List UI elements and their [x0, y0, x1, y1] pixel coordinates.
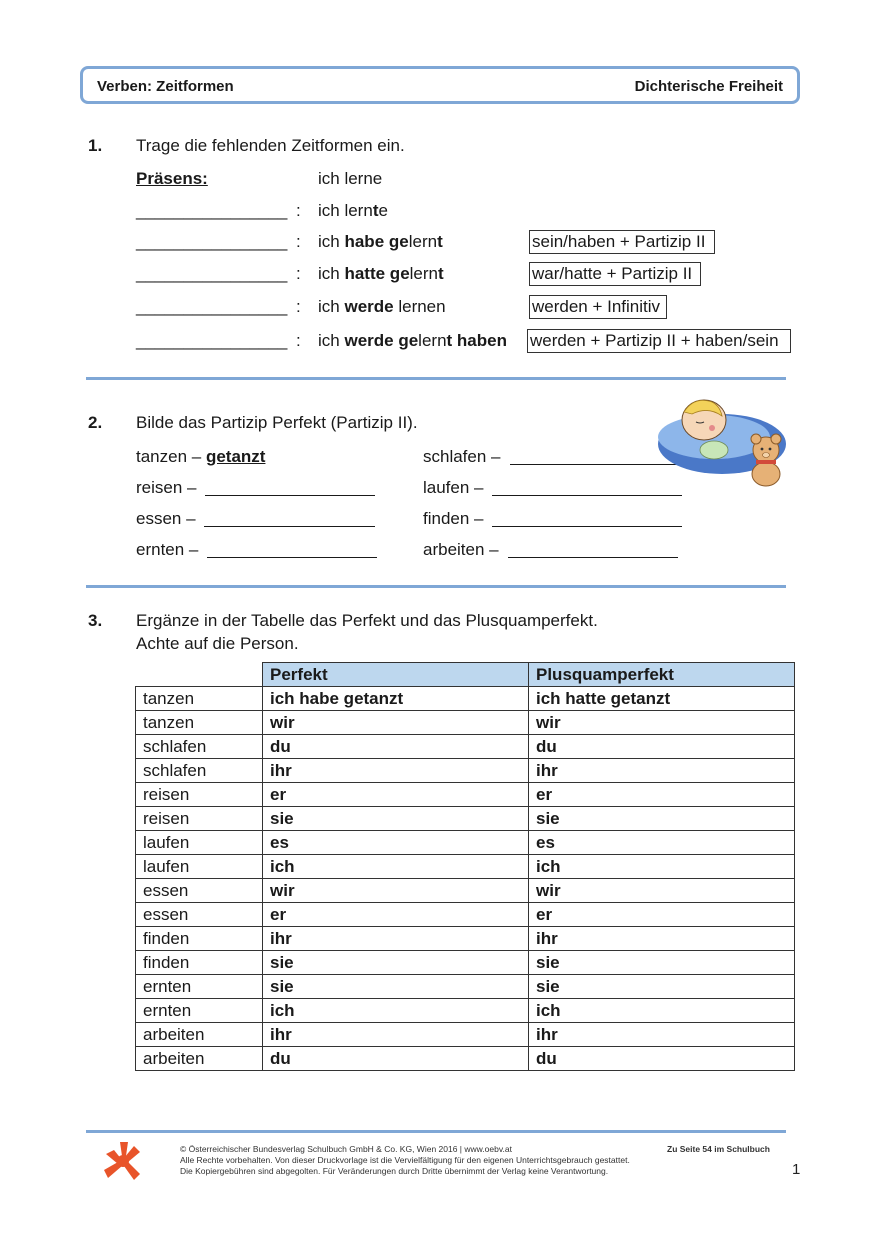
example-verb-text: tanzen – [136, 447, 202, 466]
verb-cell: tanzen [136, 711, 263, 735]
verb-cell: arbeiten [136, 1047, 263, 1071]
table-row [136, 711, 795, 735]
table-header-plusquamperfekt: Plusquamperfekt [529, 663, 795, 687]
verb-form-part: e [378, 201, 388, 220]
footer-copyright [180, 1144, 630, 1177]
perfekt-cell[interactable]: sie [263, 807, 529, 831]
task3-instruction-line1: Ergänze in der Tabelle das Perfekt und das Plusquamperfekt. [136, 611, 598, 630]
colon: : [296, 297, 301, 316]
verb-form-bold-part: werde [344, 297, 394, 316]
answer-blank[interactable] [205, 495, 375, 496]
verb-form-part: ich [318, 232, 345, 251]
verb-essen: essen – [136, 509, 196, 528]
verb-form-part: lernen [393, 297, 446, 316]
perfekt-cell[interactable]: du [263, 1047, 529, 1071]
plusquamperfekt-cell[interactable]: sie [529, 951, 795, 975]
table-row [136, 927, 795, 951]
section-divider [86, 585, 786, 588]
task1-number: 1. [88, 136, 103, 155]
page-number: 1 [792, 1161, 801, 1178]
plusquamperfekt-cell[interactable]: er [529, 903, 795, 927]
table-row [136, 807, 795, 831]
task3-instruction-line2: Achte auf die Person. [136, 634, 299, 653]
formation-rule-box: werden + Partizip II + haben/sein [527, 329, 791, 353]
perfekt-cell[interactable]: ihr [263, 1023, 529, 1047]
perfekt-cell[interactable]: ich [263, 855, 529, 879]
table-header-row [136, 663, 795, 687]
task2-instruction: Bilde das Partizip Perfekt (Partizip II). [136, 413, 418, 432]
verb-cell: finden [136, 927, 263, 951]
verb-form-part: lern [418, 331, 447, 350]
plusquamperfekt-cell[interactable]: ich [529, 999, 795, 1023]
plusquamperfekt-cell[interactable]: ich [529, 855, 795, 879]
task3-number: 3. [88, 611, 103, 630]
perfekt-cell[interactable]: sie [263, 975, 529, 999]
colon: : [296, 201, 301, 220]
colon: : [296, 331, 301, 350]
verb-cell: laufen [136, 831, 263, 855]
tense-name-blank[interactable]: ________________ [136, 232, 288, 251]
verb-form-part: ich [318, 264, 345, 283]
verb-form-part: lern [409, 264, 439, 283]
verb-form-bold-part: t [438, 264, 444, 283]
plusquamperfekt-cell[interactable]: sie [529, 807, 795, 831]
footer-line-3: Die Kopiergebühren sind abgegolten. Für Veränderungen durch Dritte übernimmt der Verlag keine Verantwortung. [180, 1166, 609, 1176]
verb-cell: reisen [136, 783, 263, 807]
tense-name-blank[interactable]: ________________ [136, 201, 288, 220]
tense-name-blank[interactable]: ________________ [136, 331, 288, 350]
table-row [136, 687, 795, 711]
plusquamperfekt-cell[interactable]: es [529, 831, 795, 855]
table-row [136, 1047, 795, 1071]
verb-cell: ernten [136, 975, 263, 999]
perfekt-cell[interactable]: ich habe getanzt [263, 687, 529, 711]
verb-cell: ernten [136, 999, 263, 1023]
example-verb [136, 447, 265, 467]
table-row [136, 735, 795, 759]
answer-blank[interactable] [508, 557, 678, 558]
verb-laufen: laufen – [423, 478, 484, 497]
plusquamperfekt-cell[interactable]: ihr [529, 1023, 795, 1047]
verb-arbeiten: arbeiten – [423, 540, 499, 559]
verb-form-bold-part: t [437, 232, 443, 251]
praesens-value: ich lerne [318, 169, 383, 188]
tense-table [135, 662, 795, 1071]
verb-form [318, 297, 446, 317]
answer-blank[interactable] [204, 526, 375, 527]
verb-cell: schlafen [136, 759, 263, 783]
colon: : [296, 232, 301, 251]
task1-instruction: Trage die fehlenden Zeitformen ein. [136, 136, 405, 155]
tense-name-blank[interactable]: ________________ [136, 264, 288, 283]
table-row [136, 1023, 795, 1047]
verb-cell: tanzen [136, 687, 263, 711]
worksheet-topic: Verben: Zeitformen [97, 78, 234, 95]
perfekt-cell[interactable]: ich [263, 999, 529, 1023]
verb-form-part: ich [318, 297, 345, 316]
verb-ernten: ernten – [136, 540, 199, 559]
verb-form-part: ich [318, 331, 345, 350]
table-row [136, 759, 795, 783]
verb-form-part: ich lern [318, 201, 373, 220]
verb-cell: essen [136, 879, 263, 903]
answer-blank[interactable] [492, 495, 682, 496]
verb-form-bold-part: habe ge [344, 232, 409, 251]
footer-reference: Zu Seite 54 im Schulbuch [667, 1144, 770, 1154]
plusquamperfekt-cell[interactable]: ihr [529, 759, 795, 783]
task2-number: 2. [88, 413, 103, 432]
verb-cell: finden [136, 951, 263, 975]
table-row [136, 903, 795, 927]
verb-form [318, 232, 443, 252]
table-row [136, 999, 795, 1023]
footer-line-2: Alle Rechte vorbehalten. Von dieser Druckvorlage ist die Vervielfältigung für den eigenen Unterrichtsgebrauch gestattet. [180, 1155, 630, 1165]
table-row [136, 855, 795, 879]
verb-reisen: reisen – [136, 478, 197, 497]
verb-form-part: lern [408, 232, 438, 251]
verb-form-bold-part: t [372, 201, 379, 220]
footer-divider [86, 1130, 786, 1133]
example-answer: getanzt [205, 447, 266, 466]
verb-finden: finden – [423, 509, 484, 528]
verb-schlafen: schlafen – [423, 447, 501, 466]
table-row [136, 951, 795, 975]
table-row [136, 831, 795, 855]
colon: : [296, 264, 301, 283]
formation-rule-box: war/hatte + Partizip II [529, 262, 701, 286]
plusquamperfekt-cell[interactable]: du [529, 1047, 795, 1071]
verb-cell: laufen [136, 855, 263, 879]
verb-form-bold-part: hatte ge [344, 264, 410, 283]
header-box [80, 66, 800, 104]
perfekt-cell[interactable]: es [263, 831, 529, 855]
perfekt-cell[interactable]: er [263, 783, 529, 807]
verb-form [318, 331, 507, 351]
footer-line-1: © Österreichischer Bundesverlag Schulbuch GmbH & Co. KG, Wien 2016 | www.oebv.at [180, 1144, 512, 1154]
plusquamperfekt-cell[interactable]: du [529, 735, 795, 759]
verb-form [318, 264, 444, 284]
plusquamperfekt-cell[interactable]: wir [529, 711, 795, 735]
praesens-label: Präsens: [136, 169, 208, 188]
plusquamperfekt-cell[interactable]: wir [529, 879, 795, 903]
table-row [136, 783, 795, 807]
section-divider [86, 377, 786, 380]
formation-rule-box: sein/haben + Partizip II [529, 230, 715, 254]
verb-form-bold-part: werde ge [344, 331, 419, 350]
verb-cell: reisen [136, 807, 263, 831]
sleeping-child-with-teddy-icon [652, 392, 792, 490]
table-row [136, 879, 795, 903]
plusquamperfekt-cell[interactable]: ich hatte getanzt [529, 687, 795, 711]
table-header-empty [136, 663, 263, 687]
verb-cell: essen [136, 903, 263, 927]
verb-cell: arbeiten [136, 1023, 263, 1047]
answer-blank[interactable] [207, 557, 377, 558]
perfekt-cell[interactable]: ihr [263, 759, 529, 783]
table-header-perfekt: Perfekt [263, 663, 529, 687]
worksheet-title: Dichterische Freiheit [634, 78, 783, 95]
plusquamperfekt-cell[interactable]: sie [529, 975, 795, 999]
perfekt-cell[interactable]: ihr [263, 927, 529, 951]
perfekt-cell[interactable]: er [263, 903, 529, 927]
tense-name-blank[interactable]: ________________ [136, 297, 288, 316]
oebv-logo-icon [104, 1140, 142, 1182]
formation-rule-box: werden + Infinitiv [529, 295, 667, 319]
table-row [136, 975, 795, 999]
perfekt-cell[interactable]: sie [263, 951, 529, 975]
verb-cell: schlafen [136, 735, 263, 759]
plusquamperfekt-cell[interactable]: ihr [529, 927, 795, 951]
perfekt-cell[interactable]: wir [263, 879, 529, 903]
verb-form-bold-part: t haben [446, 331, 507, 350]
verb-form [318, 201, 388, 221]
answer-blank[interactable] [492, 526, 682, 527]
perfekt-cell[interactable]: du [263, 735, 529, 759]
plusquamperfekt-cell[interactable]: er [529, 783, 795, 807]
perfekt-cell[interactable]: wir [263, 711, 529, 735]
